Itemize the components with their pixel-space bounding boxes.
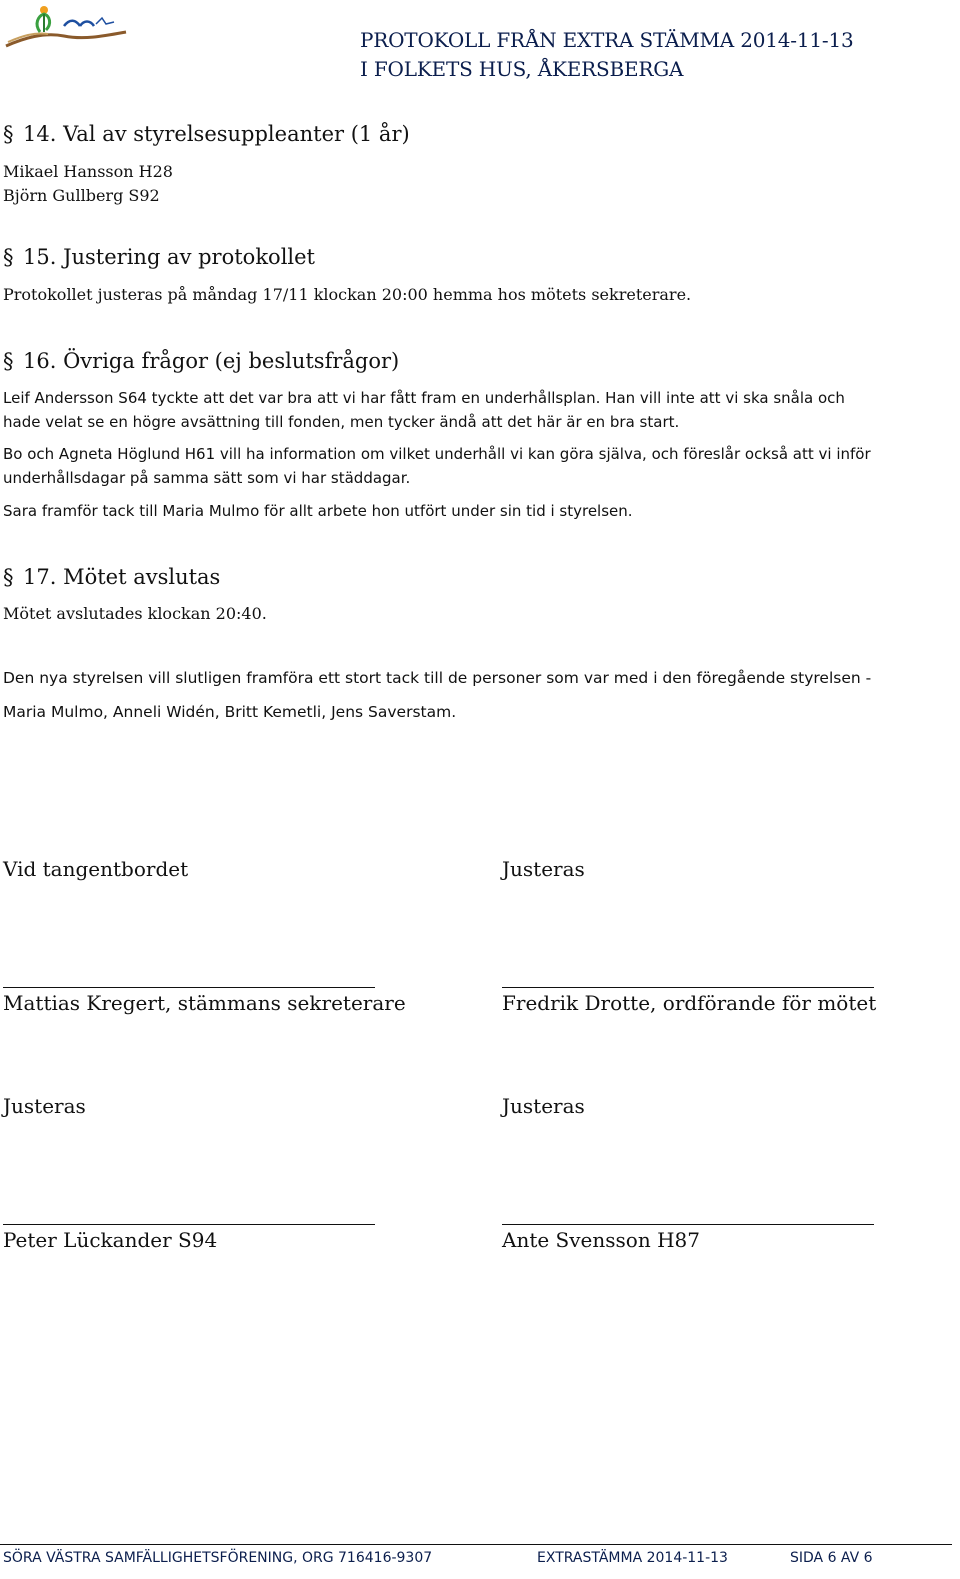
section-symbol: § (3, 122, 14, 146)
section-symbol: § (3, 349, 14, 373)
footer-event: EXTRASTÄMMA 2014-11-13 (537, 1550, 728, 1566)
section-14-line: Björn Gullberg S92 (3, 186, 160, 205)
section-17-heading: § 17. Mötet avslutas (3, 565, 221, 589)
section-16-line: Sara framför tack till Maria Mulmo för allt arbete hon utfört under sin tid i styrelsen. (3, 502, 633, 520)
section-16-line: Leif Andersson S64 tyckte att det var bra att vi har fått fram en underhållsplan. Han vill inte att vi ska snåla och (3, 389, 845, 407)
section-16-heading: § 16. Övriga frågor (ej beslutsfrågor) (3, 349, 400, 373)
section-16-line: underhållsdagar på samma sätt som vi har städdagar. (3, 469, 411, 487)
signature-line (502, 987, 874, 988)
section-symbol: § (3, 565, 14, 589)
signature-line (3, 987, 375, 988)
signature-name: Peter Lückander S94 (3, 1228, 218, 1252)
section-16-line: hade velat se en högre avsättning till fonden, men tycker ändå att det här är en bra start. (3, 413, 680, 431)
signature-role: Justeras (502, 857, 585, 881)
section-symbol: § (3, 245, 14, 269)
section-15-heading: § 15. Justering av protokollet (3, 245, 315, 269)
section-16-line: Bo och Agneta Höglund H61 vill ha information om vilket underhåll vi kan göra själva, och föreslår också att vi inför (3, 445, 871, 463)
footer-organization: SÖRA VÄSTRA SAMFÄLLIGHETSFÖRENING, ORG 716416-9307 (3, 1550, 433, 1566)
section-17-line: Mötet avslutades klockan 20:40. (3, 604, 267, 623)
section-14-line: Mikael Hansson H28 (3, 162, 173, 181)
signature-line (502, 1224, 874, 1225)
closing-names: Maria Mulmo, Anneli Widén, Britt Kemetli, Jens Saverstam. (3, 703, 457, 721)
section-14-heading: § 14. Val av styrelsesuppleanter (1 år) (3, 122, 410, 146)
footer-page-number: SIDA 6 AV 6 (790, 1550, 873, 1566)
signature-line (3, 1224, 375, 1225)
document-location: I FOLKETS HUS, ÅKERSBERGA (360, 57, 684, 81)
signature-name: Fredrik Drotte, ordförande för mötet (502, 991, 877, 1015)
signature-role: Vid tangentbordet (3, 857, 189, 881)
signature-role: Justeras (502, 1094, 585, 1118)
signature-name: Ante Svensson H87 (502, 1228, 700, 1252)
signature-name: Mattias Kregert, stämmans sekreterare (3, 991, 406, 1015)
document-title: PROTOKOLL FRÅN EXTRA STÄMMA 2014-11-13 (360, 28, 854, 52)
section-15-line: Protokollet justeras på måndag 17/11 klockan 20:00 hemma hos mötets sekreterare. (3, 285, 692, 304)
association-logo (4, 2, 128, 52)
footer-divider (0, 1544, 952, 1545)
closing-thanks: Den nya styrelsen vill slutligen framföra ett stort tack till de personer som var med i den föregående styrelsen - (3, 669, 872, 687)
signature-role: Justeras (3, 1094, 86, 1118)
